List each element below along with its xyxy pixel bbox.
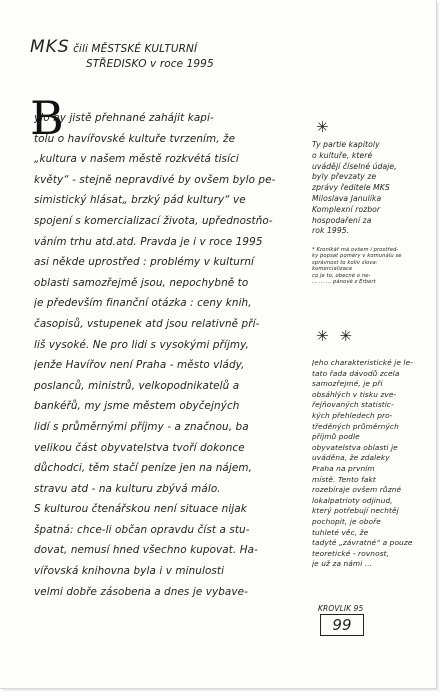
side-note-line: hospodaření za bbox=[312, 215, 372, 225]
page-number: 99 bbox=[320, 614, 364, 636]
side-note-line: tadyté „závratné“ a pouze bbox=[312, 538, 413, 548]
side-note-line: obsáhlých v tisku zve- bbox=[312, 389, 397, 399]
text-line: vířovská knihovna byla i v minulosti bbox=[34, 565, 225, 578]
text-line: jenže Havířov není Praha - město vlády, bbox=[34, 359, 245, 372]
side-note-line: * Kronikář má ovšem i prostřed- bbox=[312, 247, 399, 253]
text-line: bankéřů, my jsme městem obyčejných bbox=[34, 400, 240, 413]
text-line: stravu atd - na kulturu zbývá málo. bbox=[34, 482, 221, 495]
text-line: květy“ - stejně nepravdivé by ovšem bylo pe- bbox=[34, 173, 276, 186]
side-note-source bbox=[312, 140, 430, 237]
side-note-line: o kultuře, které bbox=[312, 150, 373, 160]
side-note-line: tato řada dávodů zcela bbox=[312, 368, 400, 378]
text-line: „kultura v našem městě rozkvétá tisíci bbox=[34, 153, 239, 166]
double-asterisk-mark-icon: ✳ ✳ bbox=[316, 327, 355, 345]
side-note-line: správnost to koliv slova: bbox=[312, 259, 378, 266]
text-line: simistický hlásat„ brzký pád kultury“ ve bbox=[34, 194, 246, 207]
side-note-line: tředěných průměrných bbox=[312, 421, 399, 431]
side-note-line: Miloslava Janulíka bbox=[312, 193, 382, 203]
side-note-line: rozebíraje ovšem různé bbox=[312, 485, 402, 495]
text-line: spojení s komercializací života, upřednostňo- bbox=[34, 214, 273, 227]
side-note-line: ky popsat poměry v komunálu se bbox=[312, 253, 402, 260]
side-note-line: obyvatelstva oblasti je bbox=[312, 442, 398, 452]
side-note-line: rok 1995. bbox=[312, 226, 350, 236]
text-line: poslanců, ministrů, velkopodnikatelů a bbox=[34, 379, 240, 392]
side-note-line: komercializace bbox=[312, 266, 353, 273]
text-line: oblasti samozřejmě jsou, nepochybně to bbox=[34, 276, 249, 289]
chronicler-signature: KROVLIK 95 bbox=[318, 604, 364, 613]
text-line: tolu o havířovské kultuře tvrzením, že bbox=[34, 132, 236, 145]
page-title bbox=[30, 37, 300, 72]
side-note-line: samozřejmé, je při bbox=[312, 379, 383, 389]
side-note-footnote bbox=[312, 247, 430, 285]
text-line: váním trhu atd.atd. Pravda je i v roce 1995 bbox=[34, 235, 263, 248]
drop-cap: B bbox=[30, 91, 64, 145]
text-line: lidí s průměrnými příjmy - a značnou, ba bbox=[34, 420, 249, 433]
text-line: velmi dobře zásobena a dnes je vybave- bbox=[34, 585, 248, 598]
side-note-line: Ty partie kapitoly bbox=[312, 140, 380, 149]
title-line-1 bbox=[30, 37, 300, 57]
text-line: liš vysoké. Ne pro lidi s vysokými příjmy, bbox=[34, 338, 249, 351]
side-note-line: řejňovaných statistic- bbox=[312, 400, 394, 410]
side-note-line: tuhleté věc, že bbox=[312, 527, 369, 537]
side-note-line: co je to, obecně o ne- bbox=[312, 272, 371, 279]
title-mks: MKS bbox=[30, 37, 70, 57]
text-line: ylo by jistě přehnané zahájit kapi- bbox=[34, 112, 214, 124]
main-text-column bbox=[34, 108, 306, 602]
side-note-line: Jeho charakteristické je le- bbox=[312, 358, 413, 367]
side-note-line: lokalpatrioty odjinud, bbox=[312, 495, 393, 505]
text-line: S kulturou čtenářskou není situace nijak bbox=[34, 503, 247, 516]
side-note-commentary bbox=[312, 358, 430, 570]
text-line: asi někde uprostřed : problémy v kulturní bbox=[34, 256, 255, 269]
side-note-line: příjmů podle bbox=[312, 432, 360, 442]
text-line: důchodci, těm stačí peníze jen na nájem, bbox=[34, 462, 252, 475]
text-line: špatná: chce-li občan opravdu číst a stu- bbox=[34, 523, 250, 536]
side-note-line: pochopit, je oboře bbox=[312, 516, 381, 526]
title-line-2: STŘEDISKO v roce 1995 bbox=[86, 58, 214, 70]
side-note-line: ... ... ... pánové z Erbert bbox=[312, 278, 376, 285]
side-note-line: který potřebují nechtěj bbox=[312, 506, 399, 516]
side-note-line: byly převzaty ze bbox=[312, 172, 377, 182]
side-note-line: teoretické - rovnost, bbox=[312, 548, 390, 558]
text-line: časopisů, vstupenek atd jsou relativně pří- bbox=[34, 317, 260, 330]
side-note-line: kých přehledech pro- bbox=[312, 410, 393, 420]
side-note-line: je už za námi ... bbox=[312, 559, 373, 569]
text-line: dovat, nemusí hned všechno kupovat. Ha- bbox=[34, 544, 258, 557]
side-note-line: Praha na prvním bbox=[312, 463, 375, 473]
asterisk-mark-icon: ✳ bbox=[316, 118, 329, 136]
side-note-line: místě. Tento fakt bbox=[312, 474, 376, 484]
text-line: velikou část obyvatelstva tvoří dokonce bbox=[34, 441, 245, 454]
side-note-line: Komplexní rozbor bbox=[312, 204, 381, 214]
text-line: je především finanční otázka : ceny knih, bbox=[34, 297, 252, 310]
side-note-line: uváděna, že zdaleky bbox=[312, 453, 390, 463]
side-note-line: zprávy ředitele MKS bbox=[312, 183, 390, 193]
side-note-line: uvádějí číselné údaje, bbox=[312, 161, 397, 171]
title-line-1-rest: čili MĚSTSKÉ KULTURNÍ bbox=[73, 43, 198, 55]
